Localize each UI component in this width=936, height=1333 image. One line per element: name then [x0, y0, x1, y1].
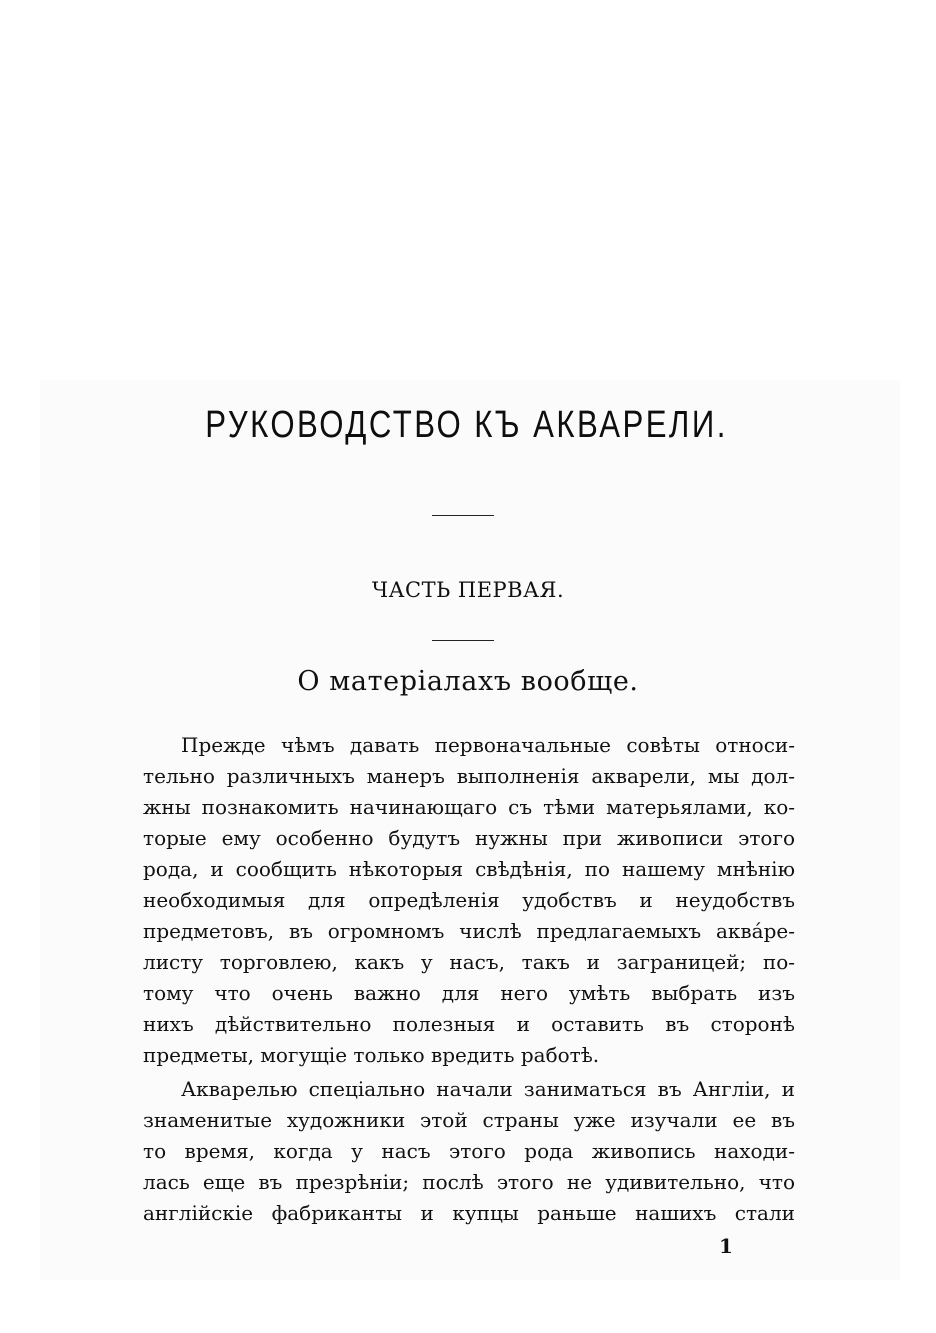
book-title: РУКОВОДСТВО КЪ АКВАРЕЛИ.: [205, 404, 728, 446]
text-line: рода, и сообщить нѣкоторыя свѣдѣнія, по нашему мнѣнію: [143, 857, 795, 881]
text-line: листу торговлею, какъ у насъ, такъ и заграницей; по-: [143, 950, 795, 974]
text-line: нихъ дѣйствительно полезныя и оставить въ сторонѣ: [143, 1012, 795, 1036]
text-line: торые ему особенно будутъ нужны при живописи этого: [143, 826, 795, 850]
text-line: предметы, могущіе только вредить работѣ.: [143, 1043, 600, 1067]
text-line: предметовъ, въ огромномъ числѣ предлагаемыхъ аквáре-: [143, 919, 795, 943]
text-line: знаменитые художники этой страны уже изучали ее въ: [143, 1108, 795, 1132]
text-line: Акварелью спеціально начали заниматься въ Англіи, и: [181, 1077, 795, 1101]
text-line: тому что очень важно для него умѣть выбрать изъ: [143, 981, 795, 1005]
text-line: Прежде чѣмъ давать первоначальные совѣты относи-: [181, 733, 795, 757]
text-line: лась еще въ презрѣніи; послѣ этого не удивительно, что: [143, 1170, 795, 1194]
part-heading: ЧАСТЬ ПЕРВАЯ.: [371, 578, 565, 602]
title-divider: [432, 515, 494, 516]
text-line: необходимыя для опредѣленія удобствъ и неудобствъ: [143, 888, 795, 912]
text-line: тельно различныхъ манеръ выполненія акварели, мы дол-: [143, 764, 795, 788]
text-line: англійскіе фабриканты и купцы раньше нашихъ стали: [143, 1201, 795, 1225]
page-number: 1: [719, 1234, 733, 1258]
section-heading: О матеріалахъ вообще.: [297, 666, 639, 697]
part-divider: [432, 640, 494, 641]
text-line: то время, когда у насъ этого рода живопись находи-: [143, 1139, 795, 1163]
text-line: жны познакомить начинающаго съ тѣми матерьялами, ко-: [143, 795, 795, 819]
